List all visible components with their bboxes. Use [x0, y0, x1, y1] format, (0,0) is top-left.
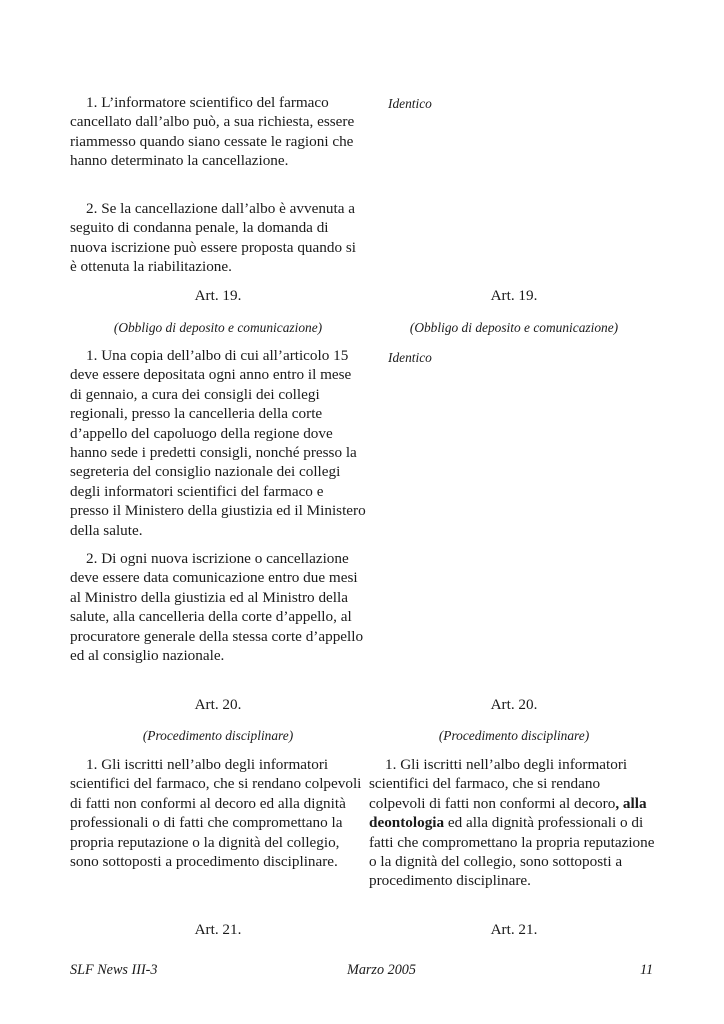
right-art20-text-end: ed alla dignità professionali o di fatti che compromettano la propria reputazione o la dignità del collegio, sono sottoposti a procedimento disciplinare. — [369, 814, 655, 890]
left-art20-subtitle: (Procedimento disciplinare) — [142, 728, 294, 743]
right-art20-subtitle: (Procedimento disciplinare) — [438, 728, 590, 743]
right-art20-title: Art. 20. — [490, 696, 538, 713]
left-art21-title: Art. 21. — [194, 921, 242, 938]
right-art19-title: Art. 19. — [490, 287, 538, 304]
left-art19-subtitle: (Obbligo di deposito e comunicazione) — [113, 320, 323, 335]
right-art20-bold-insert: , alla deontologia — [369, 794, 647, 832]
right-identico-1: Identico — [388, 96, 432, 111]
left-art20-paragraph-1: 1. Gli iscritti nell’albo degli informatori scientifici del farmaco, che si rendano colpevoli di fatti non conformi al decoro ed alla dignità professionali o di fatti che compromettano la propria reputazione o la dignità del collegio, sono sottoposti a procedimento disciplinare. — [70, 756, 362, 871]
left-art20-title: Art. 20. — [194, 696, 242, 713]
right-identico-2: Identico — [388, 350, 432, 365]
left-art19-title: Art. 19. — [194, 287, 242, 304]
left-art18-paragraph-2: 2. Se la cancellazione dall’albo è avvenuta a seguito di condanna penale, la domanda di nuova iscrizione può essere proposta quando si è ottenuta la riabilitazione. — [70, 200, 356, 276]
footer-page-number: 11 — [640, 962, 654, 978]
right-art20-text-start: 1. Gli iscritti nell’albo degli informatori scientifici del farmaco, che si rendano colpevoli di fatti non conformi al decoro — [369, 756, 628, 812]
right-art21-title: Art. 21. — [490, 921, 538, 938]
left-art18-paragraph-1: 1. L’informatore scientifico del farmaco cancellato dall’albo può, a sua richiesta, essere riammesso quando siano cessate le ragioni che hanno determinato la cancellazione. — [70, 94, 355, 170]
left-art19-paragraph-2: 2. Di ogni nuova iscrizione o cancellazione deve essere data comunicazione entro due mesi al Ministro della giustizia ed al Ministro della salute, alla cancelleria della corte d’appello, al procuratore generale della stessa corte d’appello ed al consiglio nazionale. — [70, 550, 364, 665]
footer-date: Marzo 2005 — [347, 962, 416, 978]
right-art20-paragraph-1 — [369, 755, 659, 891]
left-art19-paragraph-1: 1. Una copia dell’albo di cui all’articolo 15 deve essere depositata ogni anno entro il mese di gennaio, a cura dei consigli dei collegi regionali, presso la cancelleria della corte d’appello del capoluogo della regione dove hanno sede i predetti consigli, nonché presso la segreteria del consiglio nazionale dei collegi degli informatori scientifici del farmaco e presso il Ministero della giustizia ed il Ministero della salute. — [70, 347, 366, 539]
footer-publication: SLF News III-3 — [70, 962, 158, 978]
right-art19-subtitle: (Obbligo di deposito e comunicazione) — [409, 320, 619, 335]
